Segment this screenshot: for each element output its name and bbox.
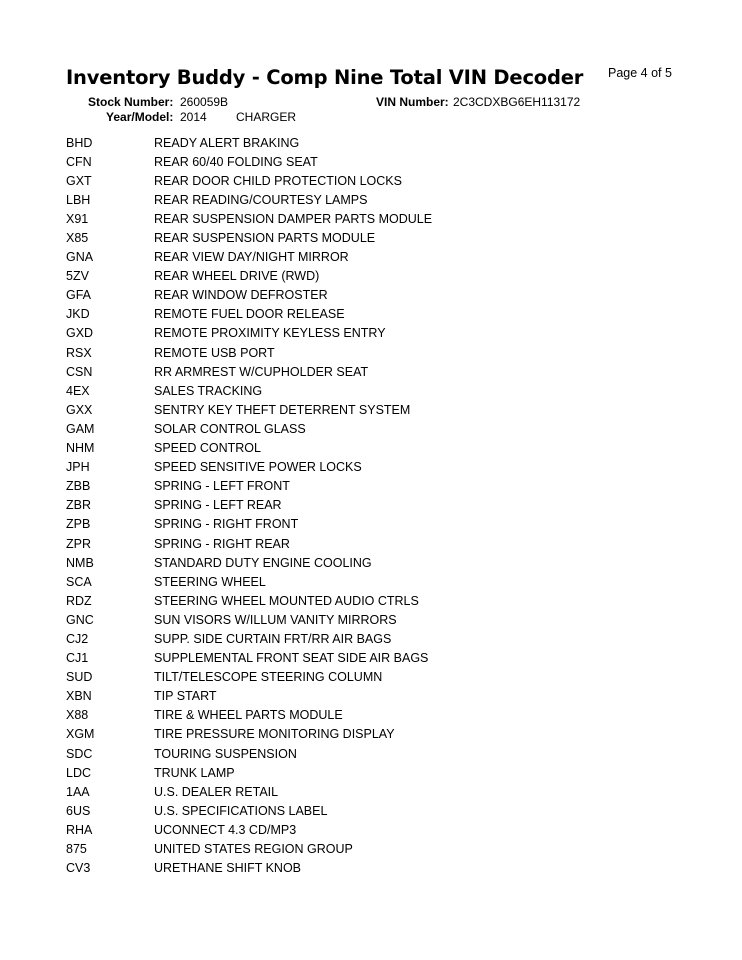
year-value: 2014 <box>180 110 207 124</box>
option-description: TIP START <box>154 689 217 704</box>
option-description: SPRING - RIGHT FRONT <box>154 517 299 532</box>
option-row <box>66 458 686 477</box>
option-row <box>66 496 686 515</box>
option-row <box>66 209 686 228</box>
option-description: SOLAR CONTROL GLASS <box>154 421 306 436</box>
option-row <box>66 782 686 801</box>
option-code: GXX <box>66 402 93 417</box>
option-code: CV3 <box>66 861 91 876</box>
option-row <box>66 152 686 171</box>
option-code: SDC <box>66 746 93 761</box>
option-description: UNITED STATES REGION GROUP <box>154 842 353 857</box>
option-description: SPEED CONTROL <box>154 441 261 456</box>
option-code: NHM <box>66 441 95 456</box>
option-row <box>66 763 686 782</box>
option-description: RR ARMREST W/CUPHOLDER SEAT <box>154 364 369 379</box>
option-row <box>66 267 686 286</box>
option-code: RDZ <box>66 593 92 608</box>
option-description: SUPPLEMENTAL FRONT SEAT SIDE AIR BAGS <box>154 651 429 666</box>
option-row <box>66 362 686 381</box>
option-code: 6US <box>66 803 91 818</box>
option-row <box>66 477 686 496</box>
option-row <box>66 343 686 362</box>
option-row <box>66 706 686 725</box>
option-description: STEERING WHEEL MOUNTED AUDIO CTRLS <box>154 593 419 608</box>
option-row <box>66 553 686 572</box>
option-row <box>66 133 686 152</box>
option-row <box>66 515 686 534</box>
option-description: TIRE & WHEEL PARTS MODULE <box>154 708 343 723</box>
option-code: SUD <box>66 670 93 685</box>
option-description: REAR SUSPENSION PARTS MODULE <box>154 231 376 246</box>
option-row <box>66 248 686 267</box>
option-description: REMOTE USB PORT <box>154 345 275 360</box>
option-code: 875 <box>66 842 87 857</box>
option-description: REAR DOOR CHILD PROTECTION LOCKS <box>154 173 402 188</box>
option-code: SCA <box>66 574 92 589</box>
option-code: CJ2 <box>66 631 89 646</box>
option-description: TIRE PRESSURE MONITORING DISPLAY <box>154 727 395 742</box>
option-description: REAR VIEW DAY/NIGHT MIRROR <box>154 250 349 265</box>
option-description: SPRING - LEFT FRONT <box>154 479 290 494</box>
stock-number-label: Stock Number: <box>88 95 174 109</box>
option-code: JPH <box>66 460 90 475</box>
page-number: Page 4 of 5 <box>608 66 672 80</box>
option-description: REMOTE FUEL DOOR RELEASE <box>154 307 345 322</box>
option-code: XGM <box>66 727 95 742</box>
option-row <box>66 381 686 400</box>
option-description: TRUNK LAMP <box>154 765 235 780</box>
option-row <box>66 687 686 706</box>
option-row <box>66 305 686 324</box>
option-description: SPRING - LEFT REAR <box>154 498 282 513</box>
option-code: CJ1 <box>66 651 89 666</box>
option-row <box>66 725 686 744</box>
option-description: SALES TRACKING <box>154 383 263 398</box>
option-code: LDC <box>66 765 92 780</box>
option-code: X85 <box>66 231 89 246</box>
option-row <box>66 801 686 820</box>
option-description: URETHANE SHIFT KNOB <box>154 861 302 876</box>
option-code: 4EX <box>66 383 90 398</box>
option-description: REAR SUSPENSION DAMPER PARTS MODULE <box>154 211 433 226</box>
option-code: GNC <box>66 612 94 627</box>
option-row <box>66 534 686 553</box>
option-description: REAR READING/COURTESY LAMPS <box>154 192 368 207</box>
option-code: X91 <box>66 211 89 226</box>
option-code: CFN <box>66 154 92 169</box>
option-code: JKD <box>66 307 90 322</box>
option-row <box>66 171 686 190</box>
option-code: XBN <box>66 689 92 704</box>
option-code: BHD <box>66 135 93 150</box>
option-row <box>66 419 686 438</box>
option-row <box>66 668 686 687</box>
option-description: SPEED SENSITIVE POWER LOCKS <box>154 460 362 475</box>
stock-number-value: 260059B <box>180 95 229 109</box>
option-code: ZPR <box>66 536 91 551</box>
option-description: SUPP. SIDE CURTAIN FRT/RR AIR BAGS <box>154 631 392 646</box>
option-row <box>66 324 686 343</box>
option-code: CSN <box>66 364 93 379</box>
option-description: SPRING - RIGHT REAR <box>154 536 290 551</box>
option-code: ZBB <box>66 479 91 494</box>
option-code: RHA <box>66 822 93 837</box>
option-row <box>66 572 686 591</box>
option-row <box>66 591 686 610</box>
option-code: GNA <box>66 250 94 265</box>
option-code: GXD <box>66 326 94 341</box>
model-value: CHARGER <box>236 110 297 124</box>
option-code: 5ZV <box>66 269 89 284</box>
option-row <box>66 190 686 209</box>
option-row <box>66 610 686 629</box>
option-code-list <box>66 133 686 878</box>
option-code: GFA <box>66 288 92 303</box>
option-description: UCONNECT 4.3 CD/MP3 <box>154 822 297 837</box>
option-row <box>66 400 686 419</box>
option-description: READY ALERT BRAKING <box>154 135 300 150</box>
option-code: ZPB <box>66 517 91 532</box>
option-row <box>66 439 686 458</box>
option-description: U.S. SPECIFICATIONS LABEL <box>154 803 328 818</box>
option-row <box>66 286 686 305</box>
option-code: GAM <box>66 421 95 436</box>
year-model-label: Year/Model: <box>106 110 174 124</box>
option-description: TOURING SUSPENSION <box>154 746 297 761</box>
option-description: TILT/TELESCOPE STEERING COLUMN <box>154 670 383 685</box>
option-row <box>66 228 686 247</box>
option-code: 1AA <box>66 784 90 799</box>
option-description: SUN VISORS W/ILLUM VANITY MIRRORS <box>154 612 397 627</box>
option-code: GXT <box>66 173 92 188</box>
option-description: STEERING WHEEL <box>154 574 266 589</box>
option-row <box>66 820 686 839</box>
option-description: REAR WINDOW DEFROSTER <box>154 288 328 303</box>
page-title: Inventory Buddy - Comp Nine Total VIN Decoder <box>66 66 584 89</box>
option-description: REAR WHEEL DRIVE (RWD) <box>154 269 320 284</box>
option-description: U.S. DEALER RETAIL <box>154 784 279 799</box>
option-description: STANDARD DUTY ENGINE COOLING <box>154 555 372 570</box>
vin-number-value: 2C3CDXBG6EH113172 <box>453 95 581 109</box>
option-row <box>66 744 686 763</box>
option-code: X88 <box>66 708 89 723</box>
option-description: REMOTE PROXIMITY KEYLESS ENTRY <box>154 326 386 341</box>
option-description: REAR 60/40 FOLDING SEAT <box>154 154 318 169</box>
option-row <box>66 859 686 878</box>
option-row <box>66 649 686 668</box>
option-description: SENTRY KEY THEFT DETERRENT SYSTEM <box>154 402 411 417</box>
option-row <box>66 839 686 858</box>
vin-number-label: VIN Number: <box>376 95 449 109</box>
option-code: NMB <box>66 555 94 570</box>
option-code: ZBR <box>66 498 91 513</box>
option-code: LBH <box>66 192 91 207</box>
option-code: RSX <box>66 345 92 360</box>
option-row <box>66 629 686 648</box>
